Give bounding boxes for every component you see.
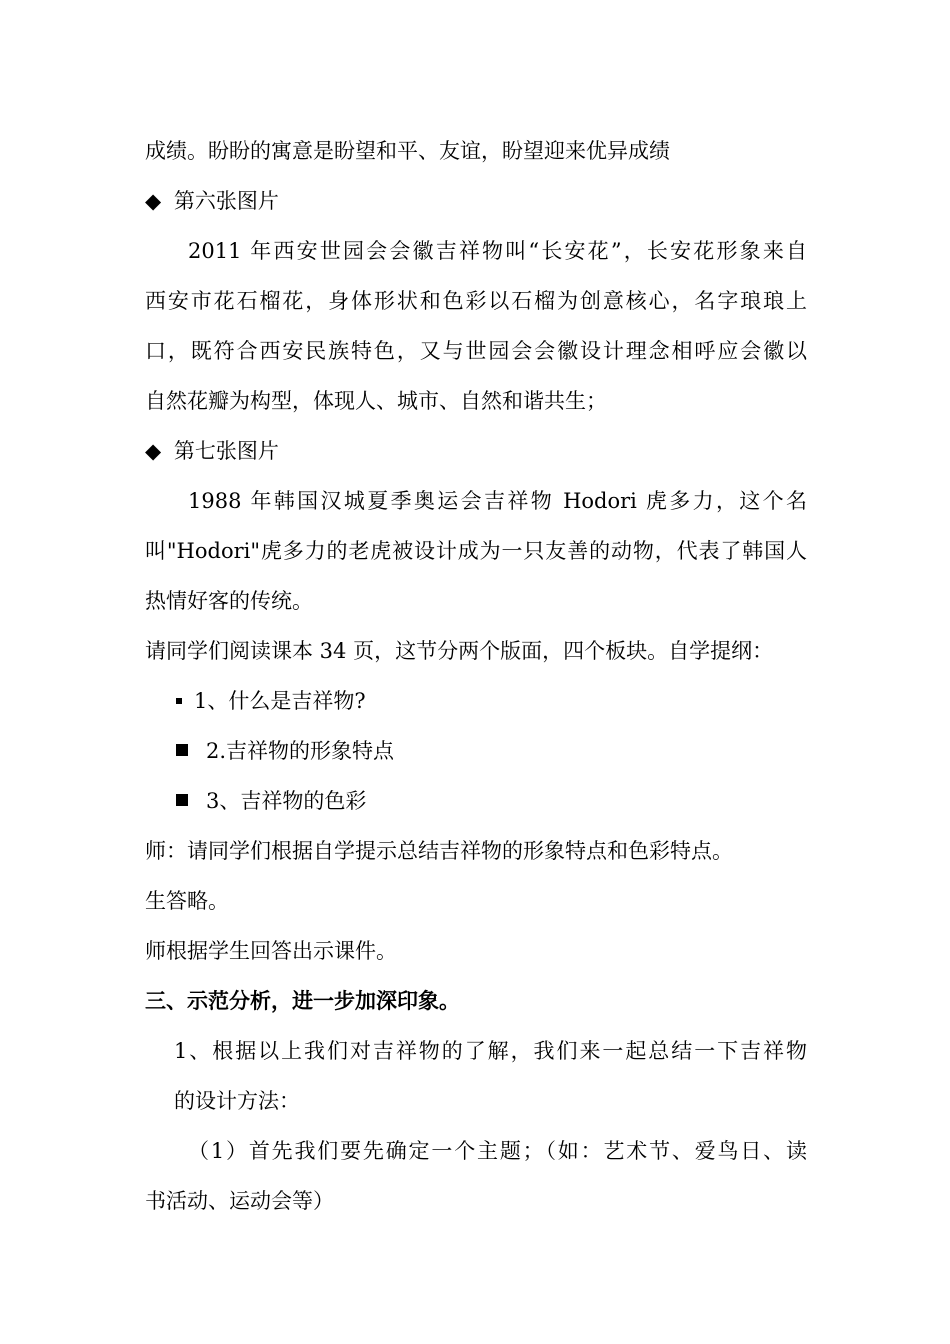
square-bullet-icon bbox=[176, 794, 188, 806]
outline-item bbox=[176, 736, 776, 766]
paragraph-line: 叫"Hodori"虎多力的老虎被设计成为一只友善的动物，代表了韩国人 bbox=[145, 539, 807, 563]
heading-text: 第七张图片 bbox=[173, 439, 279, 463]
outline-text: 3、吉祥物的色彩 bbox=[206, 789, 367, 813]
paragraph-line: 热情好客的传统。 bbox=[145, 589, 313, 613]
diamond-bullet-icon: ◆ bbox=[145, 439, 162, 463]
diamond-bullet-icon: ◆ bbox=[145, 189, 162, 213]
outline-item bbox=[176, 786, 776, 816]
section-heading: 三、示范分析，进一步加深印象。 bbox=[145, 988, 460, 1013]
student-line: 生答略。 bbox=[145, 889, 229, 913]
outline-text: 2.吉祥物的形象特点 bbox=[206, 739, 395, 763]
square-bullet-icon bbox=[176, 698, 182, 704]
teacher-line: 师根据学生回答出示课件。 bbox=[145, 939, 397, 963]
paragraph-line: 西安市花石榴花，身体形状和色彩以石榴为创意核心，名字琅琅上 bbox=[145, 289, 807, 313]
reading-instruction: 请同学们阅读课本 34 页，这节分两个版面，四个板块。自学提纲： bbox=[145, 639, 774, 663]
paragraph-line: 1、根据以上我们对吉祥物的了解，我们来一起总结一下吉祥物 bbox=[174, 1039, 807, 1063]
square-bullet-icon bbox=[176, 744, 188, 756]
teacher-line: 师：请同学们根据自学提示总结吉祥物的形象特点和色彩特点。 bbox=[145, 839, 733, 863]
paragraph-line: 的设计方法： bbox=[174, 1089, 300, 1113]
outline-item bbox=[176, 686, 776, 716]
paragraph-line: 口，既符合西安民族特色，又与世园会会徽设计理念相呼应会徽以 bbox=[145, 339, 807, 363]
paragraph-line: 书活动、运动会等） bbox=[145, 1189, 334, 1213]
paragraph-line: （1）首先我们要先确定一个主题；（如：艺术节、爱鸟日、读 bbox=[188, 1139, 807, 1163]
paragraph-line: 2011 年西安世园会会徽吉祥物叫“长安花”，长安花形象来自 bbox=[188, 239, 807, 263]
heading-sixth-image bbox=[145, 186, 807, 216]
heading-text: 第六张图片 bbox=[173, 189, 279, 213]
paragraph-line: 1988 年韩国汉城夏季奥运会吉祥物 Hodori 虎多力，这个名 bbox=[188, 489, 807, 513]
text-line: 成绩。盼盼的寓意是盼望和平、友谊，盼望迎来优异成绩 bbox=[145, 139, 670, 163]
outline-text: 1、什么是吉祥物? bbox=[194, 689, 366, 713]
heading-seventh-image bbox=[145, 436, 807, 466]
paragraph-line: 自然花瓣为构型，体现人、城市、自然和谐共生； bbox=[145, 389, 607, 413]
